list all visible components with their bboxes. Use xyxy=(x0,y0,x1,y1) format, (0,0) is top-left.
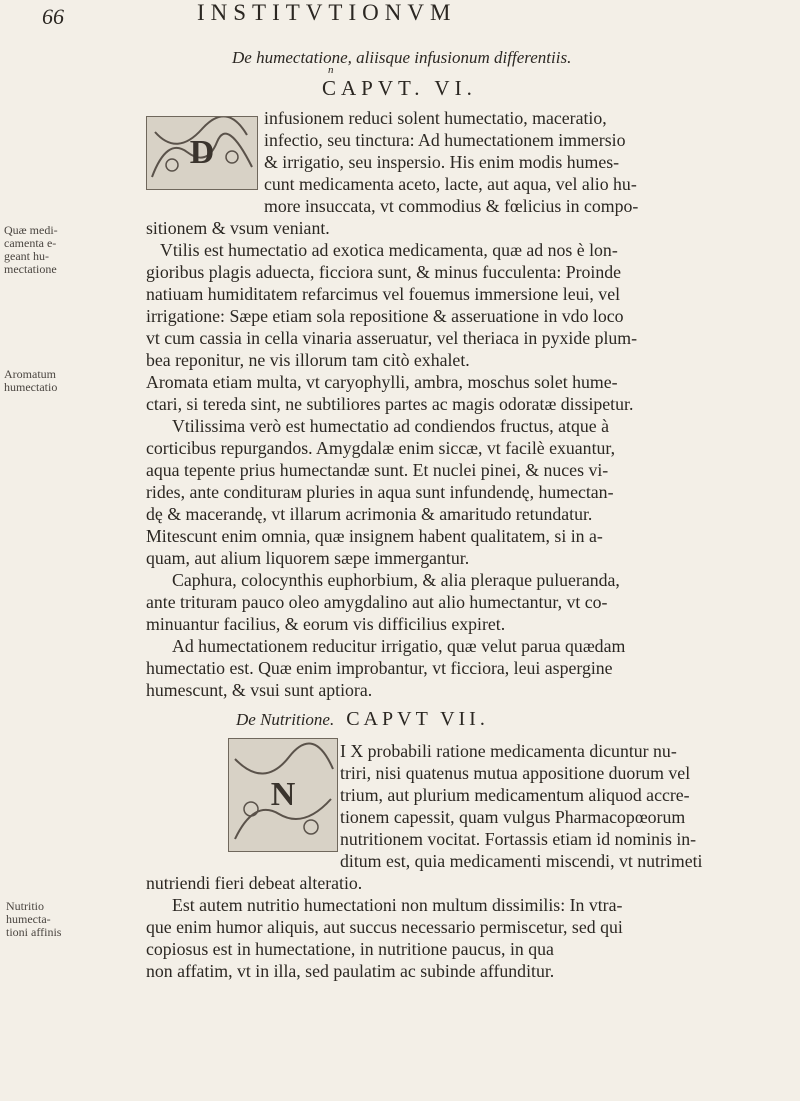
text-line: Ad humectationem reducitur irrigatio, quæ velut parua quædam xyxy=(172,636,626,656)
page-subtitle: De humectatione, aliisque infusionum differentiis. xyxy=(232,48,572,67)
margin-note-line: Nutritio xyxy=(6,899,44,913)
running-head: INSTITVTIONVM xyxy=(197,0,457,25)
text-line: Vtilis est humectatio ad exotica medicamenta, quæ ad nos è lon- xyxy=(160,240,618,260)
text-line: trium, aut plurium medicamentum aliquod accre- xyxy=(340,785,690,805)
text-line: ctari, si tereda sint, ne subtiliores partes ac magis odoratæ dissipetur. xyxy=(146,394,634,414)
text-line: nutritionem vocitat. Fortassis etiam id nominis in- xyxy=(340,829,697,849)
margin-note-line: mectatione xyxy=(4,262,57,276)
text-line: cunt medicamenta aceto, lacte, aut aqua, vel alio hu- xyxy=(264,174,637,194)
margin-note-line: Quæ medi- xyxy=(4,223,58,237)
margin-note-line: humecta- xyxy=(6,912,51,926)
text-line: triri, nisi quatenus mutua appositione duorum vel xyxy=(340,763,691,783)
text-line: infusionem reduci solent humectatio, maceratio, xyxy=(264,108,607,128)
subtitle-note: n xyxy=(328,64,334,76)
margin-note-line: geant hu- xyxy=(4,249,49,263)
decorated-initial-d xyxy=(146,116,258,190)
text-line: nutriendi fieri debeat alteratio. xyxy=(146,873,363,893)
text-line: ditum est, quia medicamenti miscendi, vt nutrimeti xyxy=(340,851,703,871)
text-line: infectio, seu tinctura: Ad humectationem immersio xyxy=(264,130,626,150)
text-line: Est autem nutritio humectationi non multum dissimilis: In vtra- xyxy=(172,895,623,915)
text-line: Mitescunt enim omnia, quæ insignem habent qualitatem, si in a- xyxy=(146,526,603,546)
text-line: minuantur facilius, & eorum vis difficilius expiret. xyxy=(146,614,506,634)
text-line: I X probabili ratione medicamenta dicuntur nu- xyxy=(340,741,677,761)
initial-letter: D xyxy=(189,134,215,171)
text-line: bea reponitur, ne vis illorum tam citò exhalet. xyxy=(146,350,470,370)
text-line: natiuam humiditatem refarcimus vel fouemus immersione leui, vel xyxy=(146,284,621,304)
margin-note-line: humectatio xyxy=(4,380,58,394)
text-line: dę & macerandę, vt illarum acrimonia & amaritudo retundatur. xyxy=(146,504,593,524)
text-line: copiosus est in humectatione, in nutritione paucus, in qua xyxy=(146,939,554,959)
text-line: more insuccata, vt commodius & fœlicius in compo- xyxy=(264,196,639,216)
text-line: vt cum cassia in cella vinaria asseruatur, vel theriaca in pyxide plum- xyxy=(146,328,638,348)
text-line: irrigatione: Sæpe etiam sola repositione & asseruatione in vdo loco xyxy=(146,306,624,326)
text-line: tionem capessit, quam vulgus Pharmacopœorum xyxy=(340,807,686,827)
margin-note xyxy=(6,900,61,939)
chapter-6-heading: CAPVT. VI. xyxy=(322,76,477,100)
text-line: Aromata etiam multa, vt caryophylli, ambra, moschus solet hume- xyxy=(146,372,618,392)
text-line: gioribus plagis aduecta, ficciora sunt, & minus fucculenta: Proinde xyxy=(146,262,622,282)
page-number: 66 xyxy=(42,4,64,29)
margin-note-line: camenta e- xyxy=(4,236,57,250)
text-line: corticibus repurgandos. Amygdalæ enim siccæ, vt facilè exuantur, xyxy=(146,438,616,458)
text-line: & irrigatio, seu inspersio. His enim modis humes- xyxy=(264,152,620,172)
margin-note xyxy=(4,368,57,394)
text-line: non affatim, vt in illa, sed paulatim ac subinde affunditur. xyxy=(146,961,555,981)
chapter-7-number: CAPVT VII. xyxy=(346,708,489,730)
margin-note-line: Aromatum xyxy=(4,367,56,381)
text-line: ante trituram pauco oleo amygdalino aut alio humectantur, vt co- xyxy=(146,592,608,612)
margin-note-line: tioni affinis xyxy=(6,925,62,939)
text-line: aqua tepente prius humectandæ sunt. Et nuclei pinei, & nuces vi- xyxy=(146,460,609,480)
text-line: rides, ante conditurам pluries in aqua sunt infundendę, humectan- xyxy=(146,482,614,502)
text-line: humectatio est. Quæ enim improbantur, vt ficciora, leui aspergine xyxy=(146,658,613,678)
text-line: Caphura, colocynthis euphorbium, & alia pleraque pulueranda, xyxy=(172,570,620,590)
text-line: Vtilissima verò est humectatio ad condiendos fructus, atque à xyxy=(172,416,610,436)
text-line: humescunt, & vsui sunt aptiora. xyxy=(146,680,373,700)
chapter-7-heading xyxy=(236,708,489,731)
chapter-7-title: De Nutritione. xyxy=(236,710,335,729)
text-line: que enim humor aliquis, aut succus necessario permiscetur, sed qui xyxy=(146,917,623,937)
decorated-initial-n xyxy=(228,738,338,852)
text-line: sitionem & vsum veniant. xyxy=(146,218,330,238)
text-line: quam, aut alium liquorem sæpe immergantur. xyxy=(146,548,470,568)
margin-note xyxy=(4,224,58,276)
initial-letter: N xyxy=(270,776,296,813)
